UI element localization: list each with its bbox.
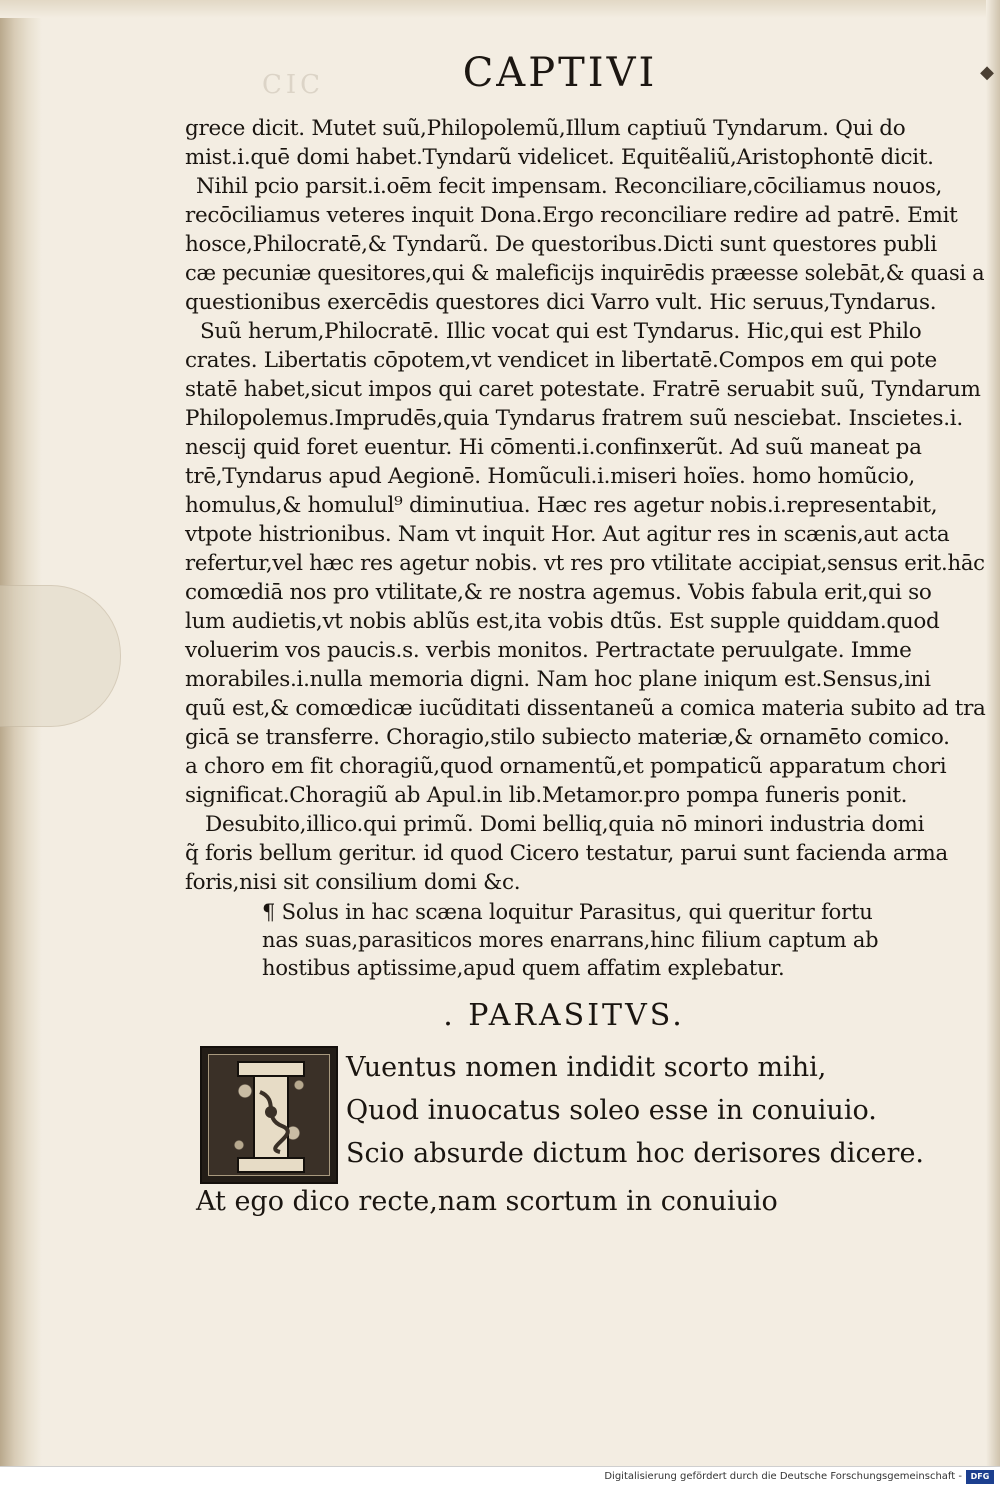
- commentary-line: hosce,Philocratē,& Tyndarũ. De questoribus.Dicti sunt questores publi: [185, 232, 937, 257]
- verse-line: At ego dico recte,nam scortum in conuiuio: [196, 1186, 778, 1217]
- initial-letter-i-icon: [202, 1048, 340, 1186]
- commentary-line: quũ est,& comœdicæ iucũditati dissentaneũ a comica materia subito ad tra: [185, 696, 986, 721]
- verse-line: Scio absurde dictum hoc derisores dicere.: [346, 1138, 925, 1169]
- commentary-line: q̃ foris bellum geritur. id quod Cicero testatur, parui sunt facienda arma: [185, 841, 948, 866]
- commentary-line: Philopolemus.Imprudēs,quia Tyndarus fratrem suũ nesciebat. Inscietes.i.: [185, 406, 963, 431]
- dfg-logo: DFG: [966, 1470, 994, 1484]
- dfg-credit-text: Digitalisierung gefördert durch die Deutsche Forschungsgemeinschaft -: [604, 1471, 962, 1482]
- commentary-line: significat.Choragiũ ab Apul.in lib.Metamor.pro pompa funeris ponit.: [185, 783, 908, 808]
- commentary-line: vtpote histrionibus. Nam vt inquit Hor. Aut agitur res in scænis,aut acta: [185, 522, 950, 547]
- verse-line: Quod inuocatus soleo esse in conuiuio.: [346, 1095, 877, 1126]
- verse-line: Vuentus nomen indidit scorto mihi,: [346, 1052, 827, 1083]
- commentary-line: mist.i.quē domi habet.Tyndarũ videlicet. Equitẽaliũ,Aristophontē dicit.: [185, 145, 934, 170]
- commentary-line: grece dicit. Mutet suũ,Philopolemũ,Illum captiuũ Tyndarum. Qui do: [185, 116, 906, 141]
- scene-heading: . PARASITVS.: [443, 998, 685, 1033]
- commentary-line: refertur,vel hæc res agetur nobis. vt res pro vtilitate accipiat,sensus erit.hāc: [185, 551, 985, 576]
- argument-line: nas suas,parasiticos mores enarrans,hinc filium captum ab: [262, 928, 879, 952]
- page-top-edge: [0, 0, 1000, 18]
- commentary-line: trē,Tyndarus apud Aegionē. Homũculi.i.miseri hoïes. homo homũcio,: [185, 464, 915, 489]
- commentary-line: homulus,& homulul⁹ diminutiua. Hæc res agetur nobis.i.representabit,: [185, 493, 938, 518]
- commentary-line: recōciliamus veteres inquit Dona.Ergo reconciliare redire ad patrē. Emit: [185, 203, 958, 228]
- commentary-line: morabiles.i.nulla memoria digni. Nam hoc plane iniqum est.Sensus,ini: [185, 667, 931, 692]
- footer-bar: [0, 1466, 1000, 1489]
- commentary-line: nescij quid foret euentur. Hi cōmenti.i.confinxerũt. Ad suũ maneat pa: [185, 435, 922, 460]
- page-right-edge: [986, 0, 1000, 1466]
- corner-mark-icon: ◆: [980, 62, 994, 82]
- commentary-line: gicā se transferre. Choragio,stilo subiecto materiæ,& ornamēto comico.: [185, 725, 950, 750]
- show-through-folio: CIC: [262, 70, 325, 100]
- commentary-line: voluerim vos paucis.s. verbis monitos. Pertractate peruulgate. Imme: [185, 638, 912, 663]
- decorated-initial-icon: [200, 1046, 338, 1184]
- commentary-line: statē habet,sicut impos qui caret potestate. Fratrē seruabit suũ, Tyndarum: [185, 377, 981, 402]
- commentary-line: foris,nisi sit consilium domi &c.: [185, 870, 521, 895]
- commentary-line: Nihil pcio parsit.i.oēm fecit impensam. Reconciliare,cōciliamus nouos,: [196, 174, 943, 199]
- commentary-line: crates. Libertatis cōpotem,vt vendicet in libertatē.Compos em qui pote: [185, 348, 937, 373]
- commentary-line: cæ pecuniæ quesitores,qui & maleficijs inquirēdis præesse solebāt,& quasi a: [185, 261, 985, 286]
- binding-gutter: [0, 0, 42, 1466]
- commentary-line: questionibus exercēdis questores dici Varro vult. Hic seruus,Tyndarus.: [185, 290, 937, 315]
- commentary-line: comœdiā nos pro vtilitate,& re nostra agemus. Vobis fabula erit,qui so: [185, 580, 932, 605]
- argument-line: ¶ Solus in hac scæna loquitur Parasitus, qui queritur fortu: [262, 900, 873, 924]
- page-tab-shadow: [0, 585, 121, 727]
- argument-line: hostibus aptissime,apud quem affatim explebatur.: [262, 956, 785, 980]
- commentary-line: Suũ herum,Philocratē. Illic vocat qui est Tyndarus. Hic,qui est Philo: [200, 319, 922, 344]
- commentary-line: a choro em fit choragiũ,quod ornamentũ,et pompaticũ apparatum chori: [185, 754, 947, 779]
- running-head: CAPTIVI: [462, 50, 658, 96]
- commentary-line: lum audietis,vt nobis ablũs est,ita vobis dtũs. Est supple quiddam.quod: [185, 609, 940, 634]
- commentary-line: Desubito,illico.qui primũ. Domi belliq,quia nō minori industria domi: [205, 812, 925, 837]
